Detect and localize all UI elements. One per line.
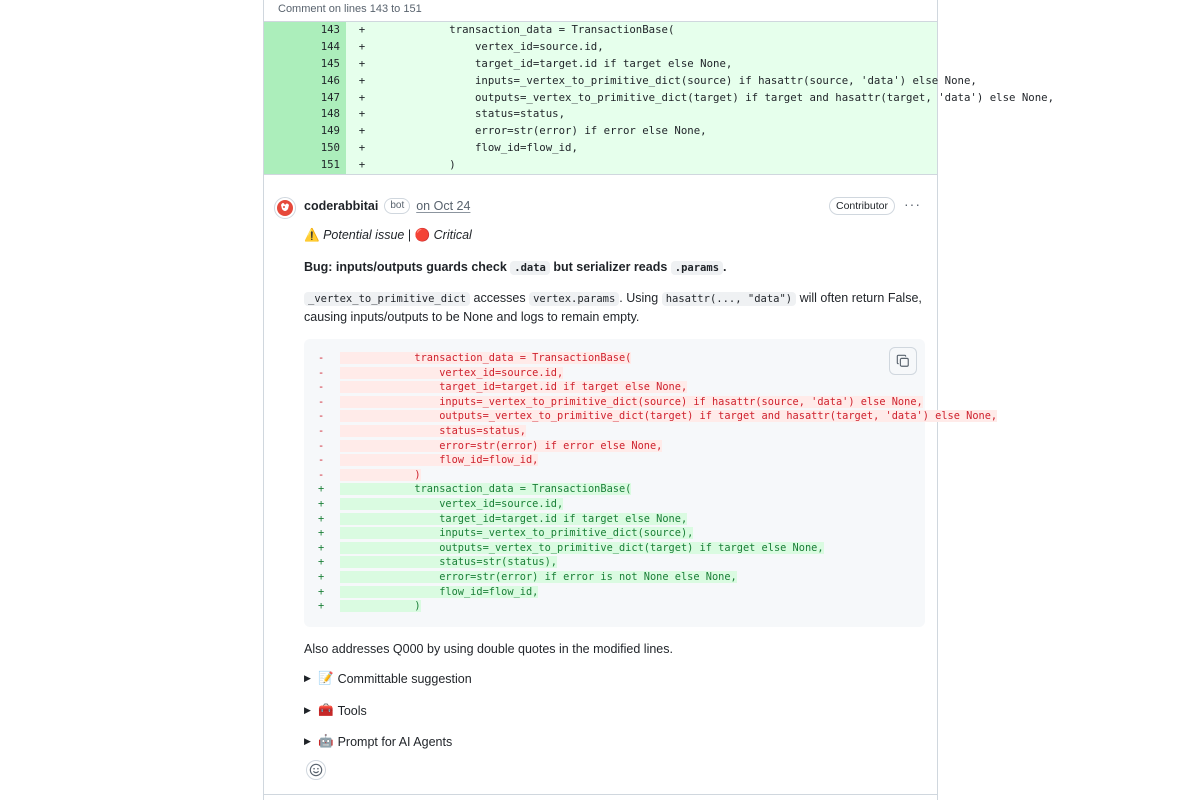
code-highlight: flow_id=flow_id,	[340, 454, 539, 467]
added-line	[304, 570, 925, 585]
code-text: )	[372, 158, 456, 172]
code-text	[340, 453, 538, 468]
diff-sign: +	[318, 512, 325, 525]
code-text: vertex_id=source.id,	[372, 39, 604, 53]
diff-sign: -	[318, 366, 325, 379]
deleted-line	[304, 351, 925, 366]
line-number[interactable]: 146	[264, 73, 346, 90]
comment-timestamp[interactable]: on Oct 24	[416, 199, 471, 213]
code-highlight: vertex_id=source.id,	[340, 366, 564, 379]
diff-sign: +	[358, 158, 366, 172]
title-code-2: .params	[671, 261, 723, 275]
code-text	[340, 526, 693, 541]
details-label: Prompt for AI Agents	[337, 734, 453, 749]
diff-sign: +	[358, 141, 366, 155]
code-highlight: outputs=_vertex_to_primitive_dict(target) if target and hasattr(target, 'data') else None,	[340, 410, 998, 423]
line-number[interactable]: 151	[264, 157, 346, 174]
code-text: status=status,	[372, 107, 566, 121]
code-text: target_id=target.id if target else None,	[372, 56, 733, 70]
code-text	[340, 439, 662, 454]
code-text	[340, 395, 923, 410]
line-number[interactable]: 149	[264, 123, 346, 140]
code-text	[340, 409, 997, 424]
code-highlight: target_id=target.id if target else None,	[340, 381, 688, 394]
diff-sign: -	[318, 352, 325, 364]
diff-sign: -	[318, 468, 325, 481]
code-highlight: )	[340, 468, 421, 481]
contributor-badge: Contributor	[829, 197, 895, 215]
added-line	[304, 512, 925, 527]
diff-sign: +	[318, 556, 325, 569]
code-highlight: status=str(status),	[340, 556, 557, 569]
caret-right-icon: ▶	[304, 673, 311, 683]
code-text	[340, 380, 687, 395]
memo-icon: 📝	[318, 671, 334, 685]
caret-right-icon: ▶	[304, 705, 311, 715]
code-highlight: error=str(error) if error is not None else None,	[340, 570, 737, 583]
diff-sign: -	[318, 454, 325, 467]
comment-paragraph-2: Also addresses Q000 by using double quotes in the modified lines.	[304, 642, 673, 656]
suggestion-code-block	[304, 339, 998, 627]
warning-icon: ⚠️	[304, 228, 320, 242]
diff-sign: +	[318, 600, 325, 613]
code-highlight: transaction_data = TransactionBase(	[340, 483, 632, 496]
code-text	[340, 351, 631, 366]
deleted-line	[304, 453, 925, 468]
deleted-line	[304, 395, 925, 410]
code-text	[340, 366, 563, 381]
code-text	[340, 512, 687, 527]
code-highlight: inputs=_vertex_to_primitive_dict(source),	[340, 527, 694, 540]
deleted-line	[304, 424, 925, 439]
diff-sign: +	[358, 23, 366, 36]
diff-line[interactable]	[264, 140, 937, 157]
line-number[interactable]: 148	[264, 106, 346, 123]
comment-paragraph-1	[304, 289, 924, 326]
robot-icon: 🤖	[318, 734, 334, 748]
diff-line[interactable]	[264, 22, 937, 39]
code-text: outputs=_vertex_to_primitive_dict(target) if target and hasattr(target, 'data') else None,	[372, 90, 1055, 104]
line-number[interactable]: 150	[264, 140, 346, 157]
code-highlight: transaction_data = TransactionBase(	[340, 352, 632, 364]
diff-line[interactable]	[264, 157, 937, 174]
severity-separator: |	[404, 228, 415, 242]
comment-author-line	[304, 197, 470, 215]
added-line	[304, 526, 925, 541]
add-reaction-button[interactable]	[306, 760, 326, 780]
severity-line	[304, 226, 924, 244]
diff-line[interactable]	[264, 123, 937, 140]
line-number[interactable]: 147	[264, 90, 346, 107]
diff-line[interactable]	[264, 90, 1055, 107]
context-diff-table	[264, 22, 1055, 175]
code-highlight: )	[340, 600, 421, 613]
title-text-2: but serializer reads	[549, 260, 671, 274]
code-text: error=str(error) if error else None,	[372, 124, 707, 138]
diff-line[interactable]	[264, 73, 977, 90]
author-avatar[interactable]	[274, 197, 296, 219]
para1-text-4: causing inputs/outputs to be None and logs to remain empty.	[304, 310, 640, 324]
bot-badge: bot	[384, 198, 410, 214]
panel-bottom-divider	[264, 794, 937, 795]
diff-sign: -	[318, 439, 325, 452]
diff-sign: -	[318, 381, 325, 394]
added-line	[304, 541, 925, 556]
diff-sign: +	[358, 56, 366, 70]
comment-title	[304, 258, 924, 277]
details-committable-suggestion[interactable]	[304, 671, 472, 686]
critical-label: Critical	[433, 228, 472, 242]
diff-line[interactable]	[264, 39, 937, 56]
code-text	[340, 424, 526, 439]
added-line	[304, 555, 925, 570]
line-number[interactable]: 145	[264, 56, 346, 73]
code-highlight: flow_id=flow_id,	[340, 585, 539, 598]
comment-line-range: Comment on lines 143 to 151	[264, 0, 937, 22]
code-text: inputs=_vertex_to_primitive_dict(source) if hasattr(source, 'data') else None,	[372, 73, 977, 87]
diff-sign: +	[358, 73, 366, 87]
diff-sign: +	[318, 570, 325, 583]
deleted-line	[304, 409, 998, 424]
code-highlight: status=status,	[340, 424, 526, 437]
code-text	[340, 468, 421, 483]
suggestion-lines	[304, 339, 998, 614]
title-code-1: .data	[510, 261, 550, 275]
para1-code-3: hasattr(..., "data")	[662, 292, 796, 306]
code-text	[340, 541, 824, 556]
code-highlight: error=str(error) if error else None,	[340, 439, 663, 452]
diff-sign: -	[318, 424, 325, 437]
toolbox-icon: 🧰	[318, 703, 334, 717]
diff-line[interactable]	[264, 106, 937, 123]
line-number[interactable]: 143	[264, 22, 346, 39]
code-text	[340, 570, 737, 585]
severity-label: Potential issue	[323, 228, 405, 242]
code-text	[340, 599, 421, 614]
diff-sign: -	[318, 395, 325, 408]
diff-sign: +	[358, 90, 366, 104]
diff-sign: +	[318, 541, 325, 554]
code-highlight: target_id=target.id if target else None,	[340, 512, 688, 525]
title-text-3: .	[723, 260, 727, 274]
details-tools[interactable]	[304, 703, 367, 718]
code-highlight: inputs=_vertex_to_primitive_dict(source) if hasattr(source, 'data') else None,	[340, 395, 923, 408]
code-text	[340, 497, 563, 512]
deleted-line	[304, 439, 925, 454]
diff-sign: +	[318, 585, 325, 598]
copy-icon	[896, 354, 910, 368]
deleted-line	[304, 468, 925, 483]
more-options-icon[interactable]: ···	[904, 196, 921, 212]
details-label: Committable suggestion	[337, 671, 472, 686]
code-highlight: vertex_id=source.id,	[340, 497, 564, 510]
details-label: Tools	[337, 703, 367, 718]
diff-sign: +	[358, 39, 366, 53]
diff-sign: +	[318, 527, 325, 540]
para1-text-3: will often return False,	[796, 291, 922, 305]
line-number[interactable]: 144	[264, 39, 346, 56]
author-name[interactable]: coderabbitai	[304, 199, 379, 213]
added-line	[304, 497, 925, 512]
diff-sign: -	[318, 410, 325, 423]
diff-sign: +	[318, 497, 325, 510]
code-text: transaction_data = TransactionBase(	[372, 23, 675, 36]
title-text-1: Bug: inputs/outputs guards check	[304, 260, 511, 274]
diff-sign: +	[358, 107, 366, 121]
diff-sign: +	[318, 483, 325, 496]
code-text	[340, 482, 631, 497]
details-prompt-ai-agents[interactable]	[304, 734, 452, 749]
rabbit-avatar-icon	[276, 199, 294, 217]
smiley-icon	[309, 763, 323, 777]
para1-code-1: _vertex_to_primitive_dict	[304, 292, 470, 306]
para1-text-1: accesses	[470, 291, 530, 305]
code-text	[340, 555, 557, 570]
code-text	[340, 585, 538, 600]
para1-text-2: . Using	[619, 291, 662, 305]
deleted-line	[304, 366, 925, 381]
copy-button[interactable]	[889, 347, 917, 375]
review-comment-panel	[263, 0, 1055, 800]
code-text: flow_id=flow_id,	[372, 141, 578, 155]
added-line	[304, 599, 925, 614]
caret-right-icon: ▶	[304, 736, 311, 746]
diff-sign: +	[358, 124, 366, 138]
code-highlight: outputs=_vertex_to_primitive_dict(target) if target else None,	[340, 541, 824, 554]
added-line	[304, 482, 925, 497]
diff-line[interactable]	[264, 56, 937, 73]
critical-dot-icon: 🔴	[414, 228, 431, 242]
deleted-line	[304, 380, 925, 395]
added-line	[304, 585, 925, 600]
para1-code-2: vertex.params	[529, 292, 619, 306]
